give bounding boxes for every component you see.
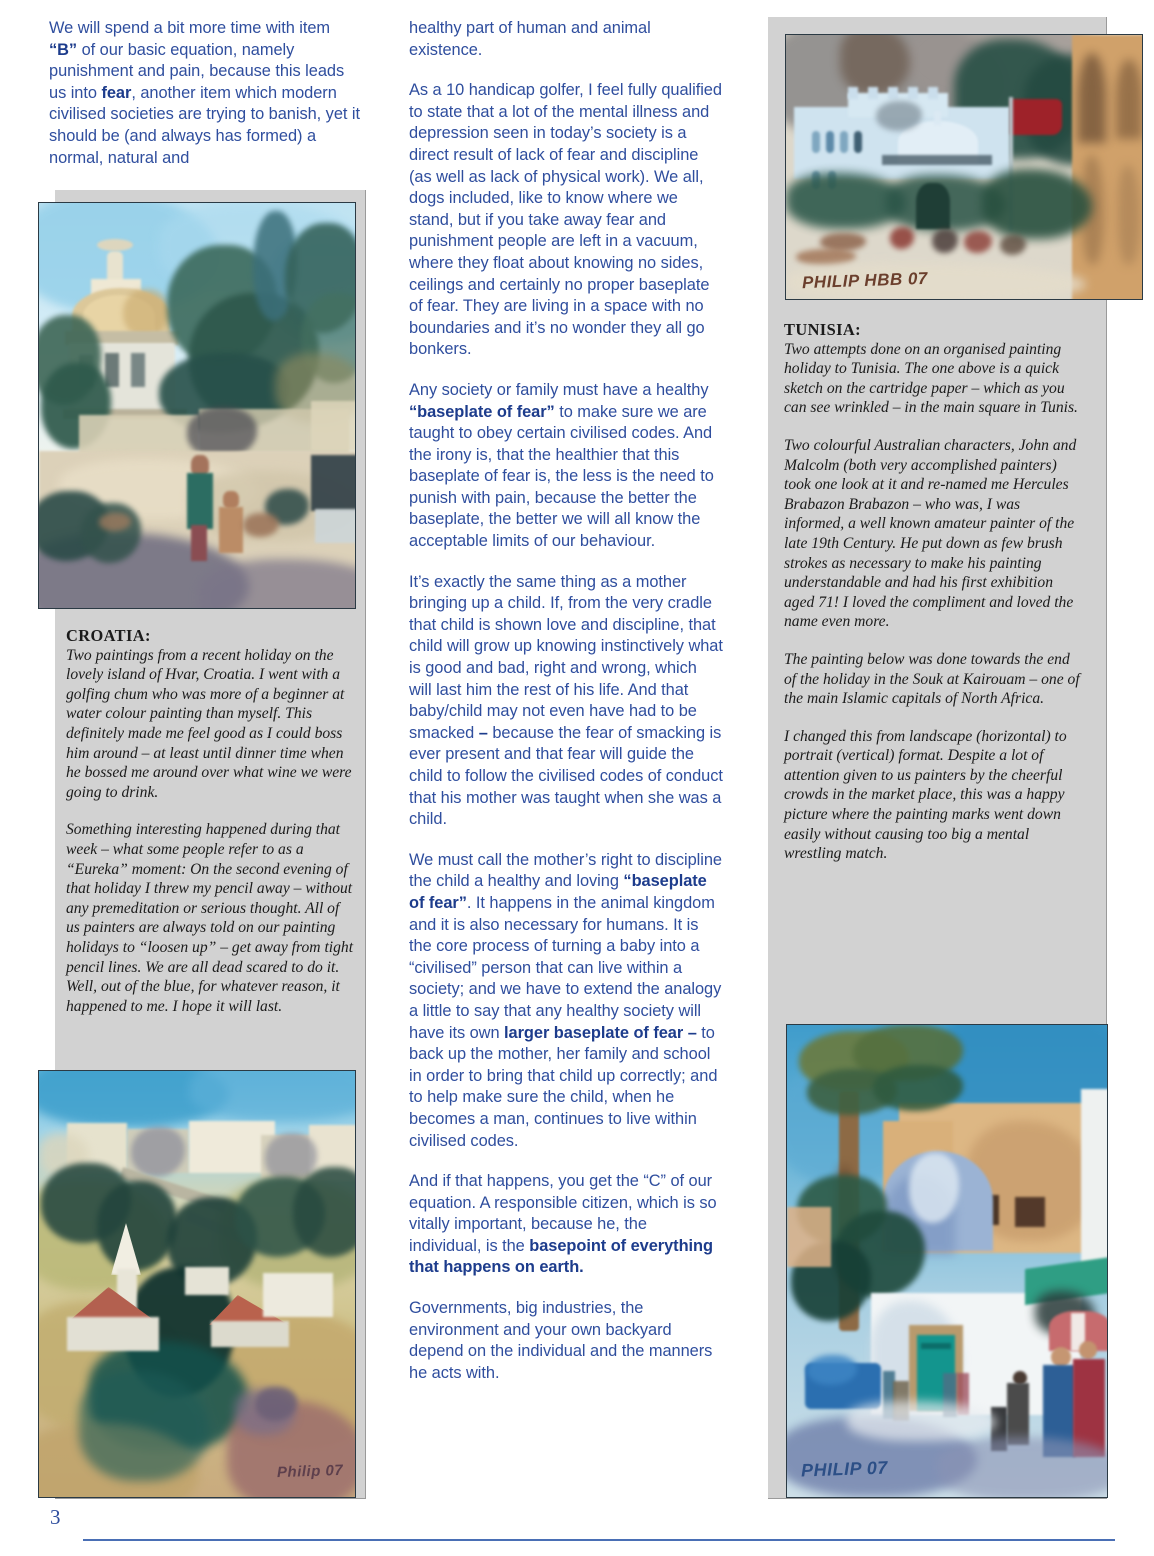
tunisia-artwork-bottom	[786, 1024, 1108, 1498]
tunisia-caption-p1	[784, 320, 1080, 418]
paragraph: It’s exactly the same thing as a mother bringing up a child. If, from the very cradle that child is shown love and discipline, that child will grow up knowing instinctively what is good and bad, right and wrong, which will last him the rest of his life. And that baby/child may not even have had to be smacked – because the fear of smacking is ever present and that fear will guide the child to follow the civilised codes of conduct that his mother was taught when she was a child.	[409, 572, 723, 829]
croatia-artwork-top	[38, 202, 356, 609]
tunisia-text-1: Two attempts done on an organised painting holiday to Tunisia. The one above is a quick sketch on the cartridge paper – which as you can see wrinkled – in the main square in Tunis.	[784, 340, 1078, 417]
croatia-heading: CROATIA:	[66, 626, 151, 645]
croatia-artwork-signature: Philip 07	[276, 1461, 344, 1482]
paragraph: We will spend a bit more time with item “B” of our basic equation, namely punishment and pain, because this leads us into fear, another item which modern civilised societies are trying to banish, yet it should be (and always has formed) a normal, natural and	[49, 19, 360, 167]
page-number: 3	[50, 1505, 61, 1529]
tunisia-text-4: I changed this from landscape (horizontal) to portrait (vertical) format. Despite a lot of attention given to us painters by the cheerful crowds in the market place, this was a happy picture where the painting marks went down easily without causing too big a mental wrestling match.	[784, 727, 1067, 863]
croatia-text-1: Two paintings from a recent holiday on the lovely island of Hvar, Croatia. I went with a golfing chum who was more of a beginner at water colour painting than myself. This definitely made me feel good as I could boss him around – at least until dinner time when he bossed me around over what wine we were going to drink.	[66, 646, 352, 801]
croatia-caption-p2	[66, 820, 354, 1016]
footer-rule	[83, 1539, 1115, 1541]
tunisia-caption-p3	[784, 650, 1080, 709]
croatia-artwork-bottom	[38, 1070, 356, 1498]
paragraph: Governments, big industries, the environment and your own backyard depend on the individual and the manners he acts with.	[409, 1299, 713, 1382]
column-left-text	[49, 18, 361, 188]
tunisia-artwork-bottom-signature: PHILIP 07	[800, 1457, 889, 1481]
paragraph: Any society or family must have a healthy “baseplate of fear” to make sure we are taught to obey certain civilised codes. And the irony is, that the healthier that this baseplate of fear is, the less is the need to punish with pain, because the better the baseplate, the better we will all know the acceptable limits of our behaviour.	[409, 380, 714, 551]
paragraph: healthy part of human and animal existence.	[409, 19, 651, 59]
croatia-text-2: Something interesting happened during that week – what some people refer to as a “Eureka” moment: On the second evening of that holiday I threw my pencil away – without any premeditation or serious thought. All of us painters are always told on our painting holidays to “loosen up” – get away from tight pencil lines. We are all dead scared to do it. Well, out of the blue, for whatever reason, it happened to me. I hope it will last.	[66, 821, 354, 1015]
tunisia-text-3: The painting below was done towards the end of the holiday in the Souk at Kairouam – one of the main Islamic capitals of North Africa.	[784, 650, 1080, 708]
paragraph: We must call the mother’s right to discipline the child a healthy and loving “baseplate of fear”. It happens in the animal kingdom and it is also necessary for humans. It is the core process of turning a baby into a “civilised” person that can live within a society; and we have to extend the analogy a little to say that any healthy society will have its own larger baseplate of fear – to back up the mother, her family and school in order to bring that child up correctly; and to help make sure the child, when he becomes a man, continues to live within civilised codes.	[409, 850, 722, 1150]
tunisia-artwork-top	[785, 34, 1143, 300]
tunisia-artwork-top-signature: PHILIP HBB 07	[801, 268, 929, 293]
tunisia-heading: TUNISIA:	[784, 320, 861, 339]
croatia-caption	[66, 626, 354, 1034]
tunisia-text-2: Two colourful Australian characters, John and Malcolm (both very accomplished painters) took one look at it and re-named me Hercules Brabazon Brabazon – who was, I was informed, a well known amateur painter of the late 19th Century. He put down as few brush strokes as necessary to make his painting understandable and had his first exhibition aged 71! I loved the compliment and loved the name even more.	[784, 436, 1077, 631]
tunisia-caption-p4	[784, 727, 1080, 864]
tunisia-caption	[784, 320, 1080, 882]
croatia-caption-p1	[66, 626, 354, 802]
paragraph: And if that happens, you get the “C” of our equation. A responsible citizen, which is so vitally important, because he, the individual, is the basepoint of everything that happens on earth.	[409, 1172, 717, 1277]
paragraph: As a 10 handicap golfer, I feel fully qualified to state that a lot of the mental illness and depression seen in today’s society is a direct result of lack of fear and discipline (as well as lack of physical work). We all, dogs included, like to know where we stand, but if you take away fear and punishment people are left in a vacuum, where they float about knowing no sides, ceilings and certainly no proper baseplate of fear. They are living in a space with no boundaries and it’s no wonder they all go bonkers.	[409, 81, 722, 359]
column-middle-text	[409, 18, 723, 1403]
tunisia-caption-p2	[784, 436, 1080, 632]
